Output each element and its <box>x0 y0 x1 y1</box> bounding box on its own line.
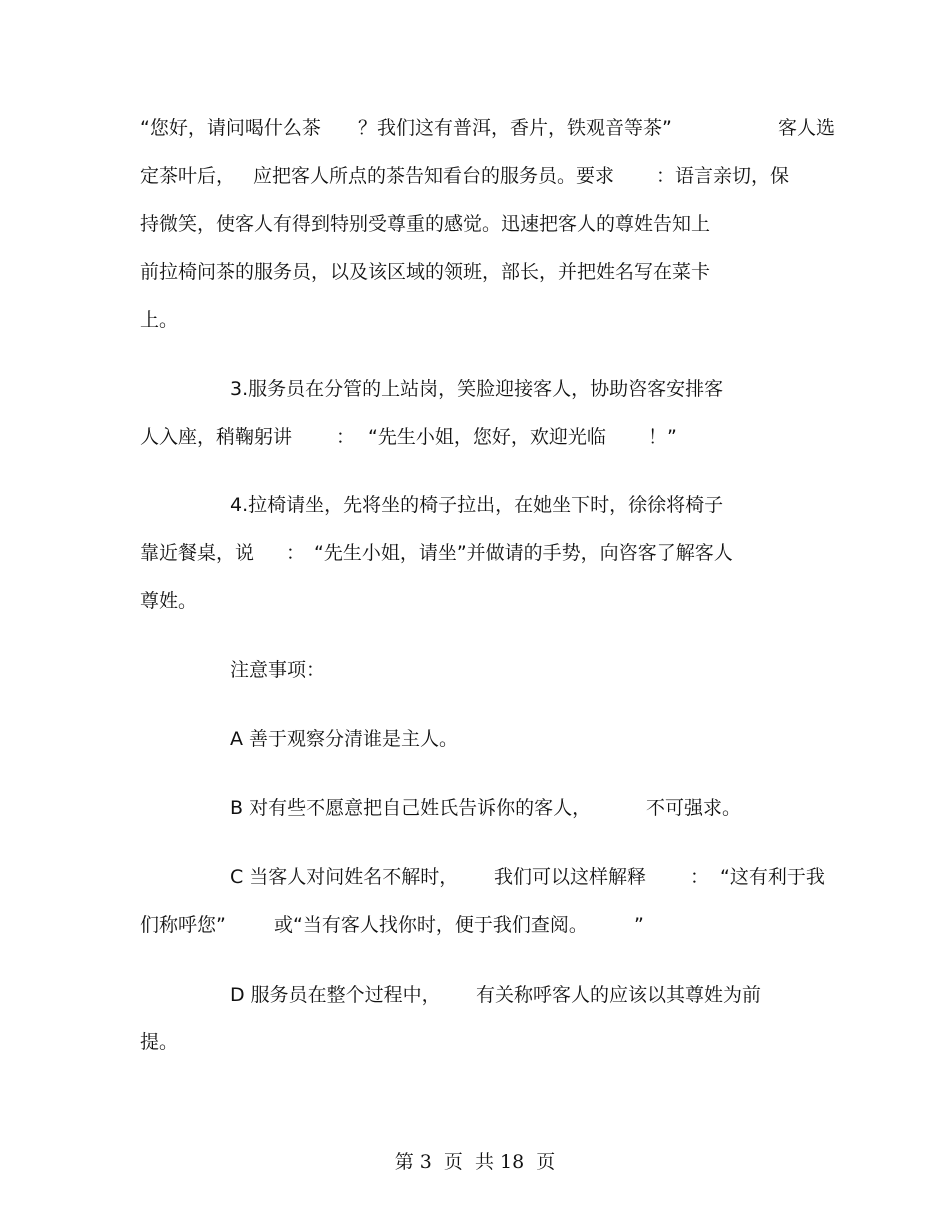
text-line: ：语言亲切，保 <box>656 165 790 187</box>
note-item: D 服务员在整个过程中， <box>230 984 441 1006</box>
notes-heading: 注意事项： <box>230 659 326 681</box>
text-line: “先生小姐，您好，欢迎光临 <box>368 426 606 448</box>
page-footer: 第 3 页 共 18 页 <box>394 1151 556 1173</box>
note-item: “这有利于我 <box>720 866 825 888</box>
text-line: 4.拉椅请坐，先将坐的椅子拉出，在她坐下时，徐徐将椅子 <box>230 494 724 516</box>
note-item: ： <box>690 866 710 888</box>
text-line: ！” <box>648 426 677 448</box>
text-line: 定茶叶后， <box>140 165 236 187</box>
text-line: 前拉椅问茶的服务员，以及该区域的领班，部长，并把姓名写在菜卡 <box>140 261 711 283</box>
text-line: ： <box>336 426 356 448</box>
text-line: “您好，请问喝什么茶 <box>140 117 321 139</box>
text-line: 靠近餐桌，说 <box>140 542 255 564</box>
text-line: 上。 <box>140 309 179 331</box>
text-line: ： <box>286 542 306 564</box>
text-line: 人入座，稍鞠躬讲 <box>140 426 293 448</box>
text-line: 尊姓。 <box>140 590 198 612</box>
note-item: 或“当有客人找你时，便于我们查阅。 <box>274 914 588 936</box>
text-line: 3.服务员在分管的上站岗，笑脸迎接客人，协助咨客安排客 <box>230 378 724 400</box>
note-item: B 对有些不愿意把自己姓氏告诉你的客人， <box>230 797 592 819</box>
note-item: A 善于观察分清谁是主人。 <box>230 728 459 750</box>
text-line: 客人选 <box>778 117 836 139</box>
text-line: 应把客人所点的茶告知看台的服务员。要求 <box>253 165 615 187</box>
note-item: 提。 <box>140 1031 179 1053</box>
text-line: ？我们这有普洱，香片，铁观音等茶” <box>358 117 672 139</box>
note-item: C 当客人对问姓名不解时， <box>230 866 459 888</box>
note-item: 们称呼您” <box>140 914 226 936</box>
note-item: ” <box>634 914 644 936</box>
note-item: 有关称呼客人的应该以其尊姓为前 <box>476 984 762 1006</box>
text-line: “先生小姐，请坐”并做请的手势，向咨客了解客人 <box>314 542 733 564</box>
note-item: 我们可以这样解释 <box>494 866 647 888</box>
note-item: 不可强求。 <box>646 797 742 819</box>
text-line: 持微笑，使客人有得到特别受尊重的感觉。迅速把客人的尊姓告知上 <box>140 213 711 235</box>
